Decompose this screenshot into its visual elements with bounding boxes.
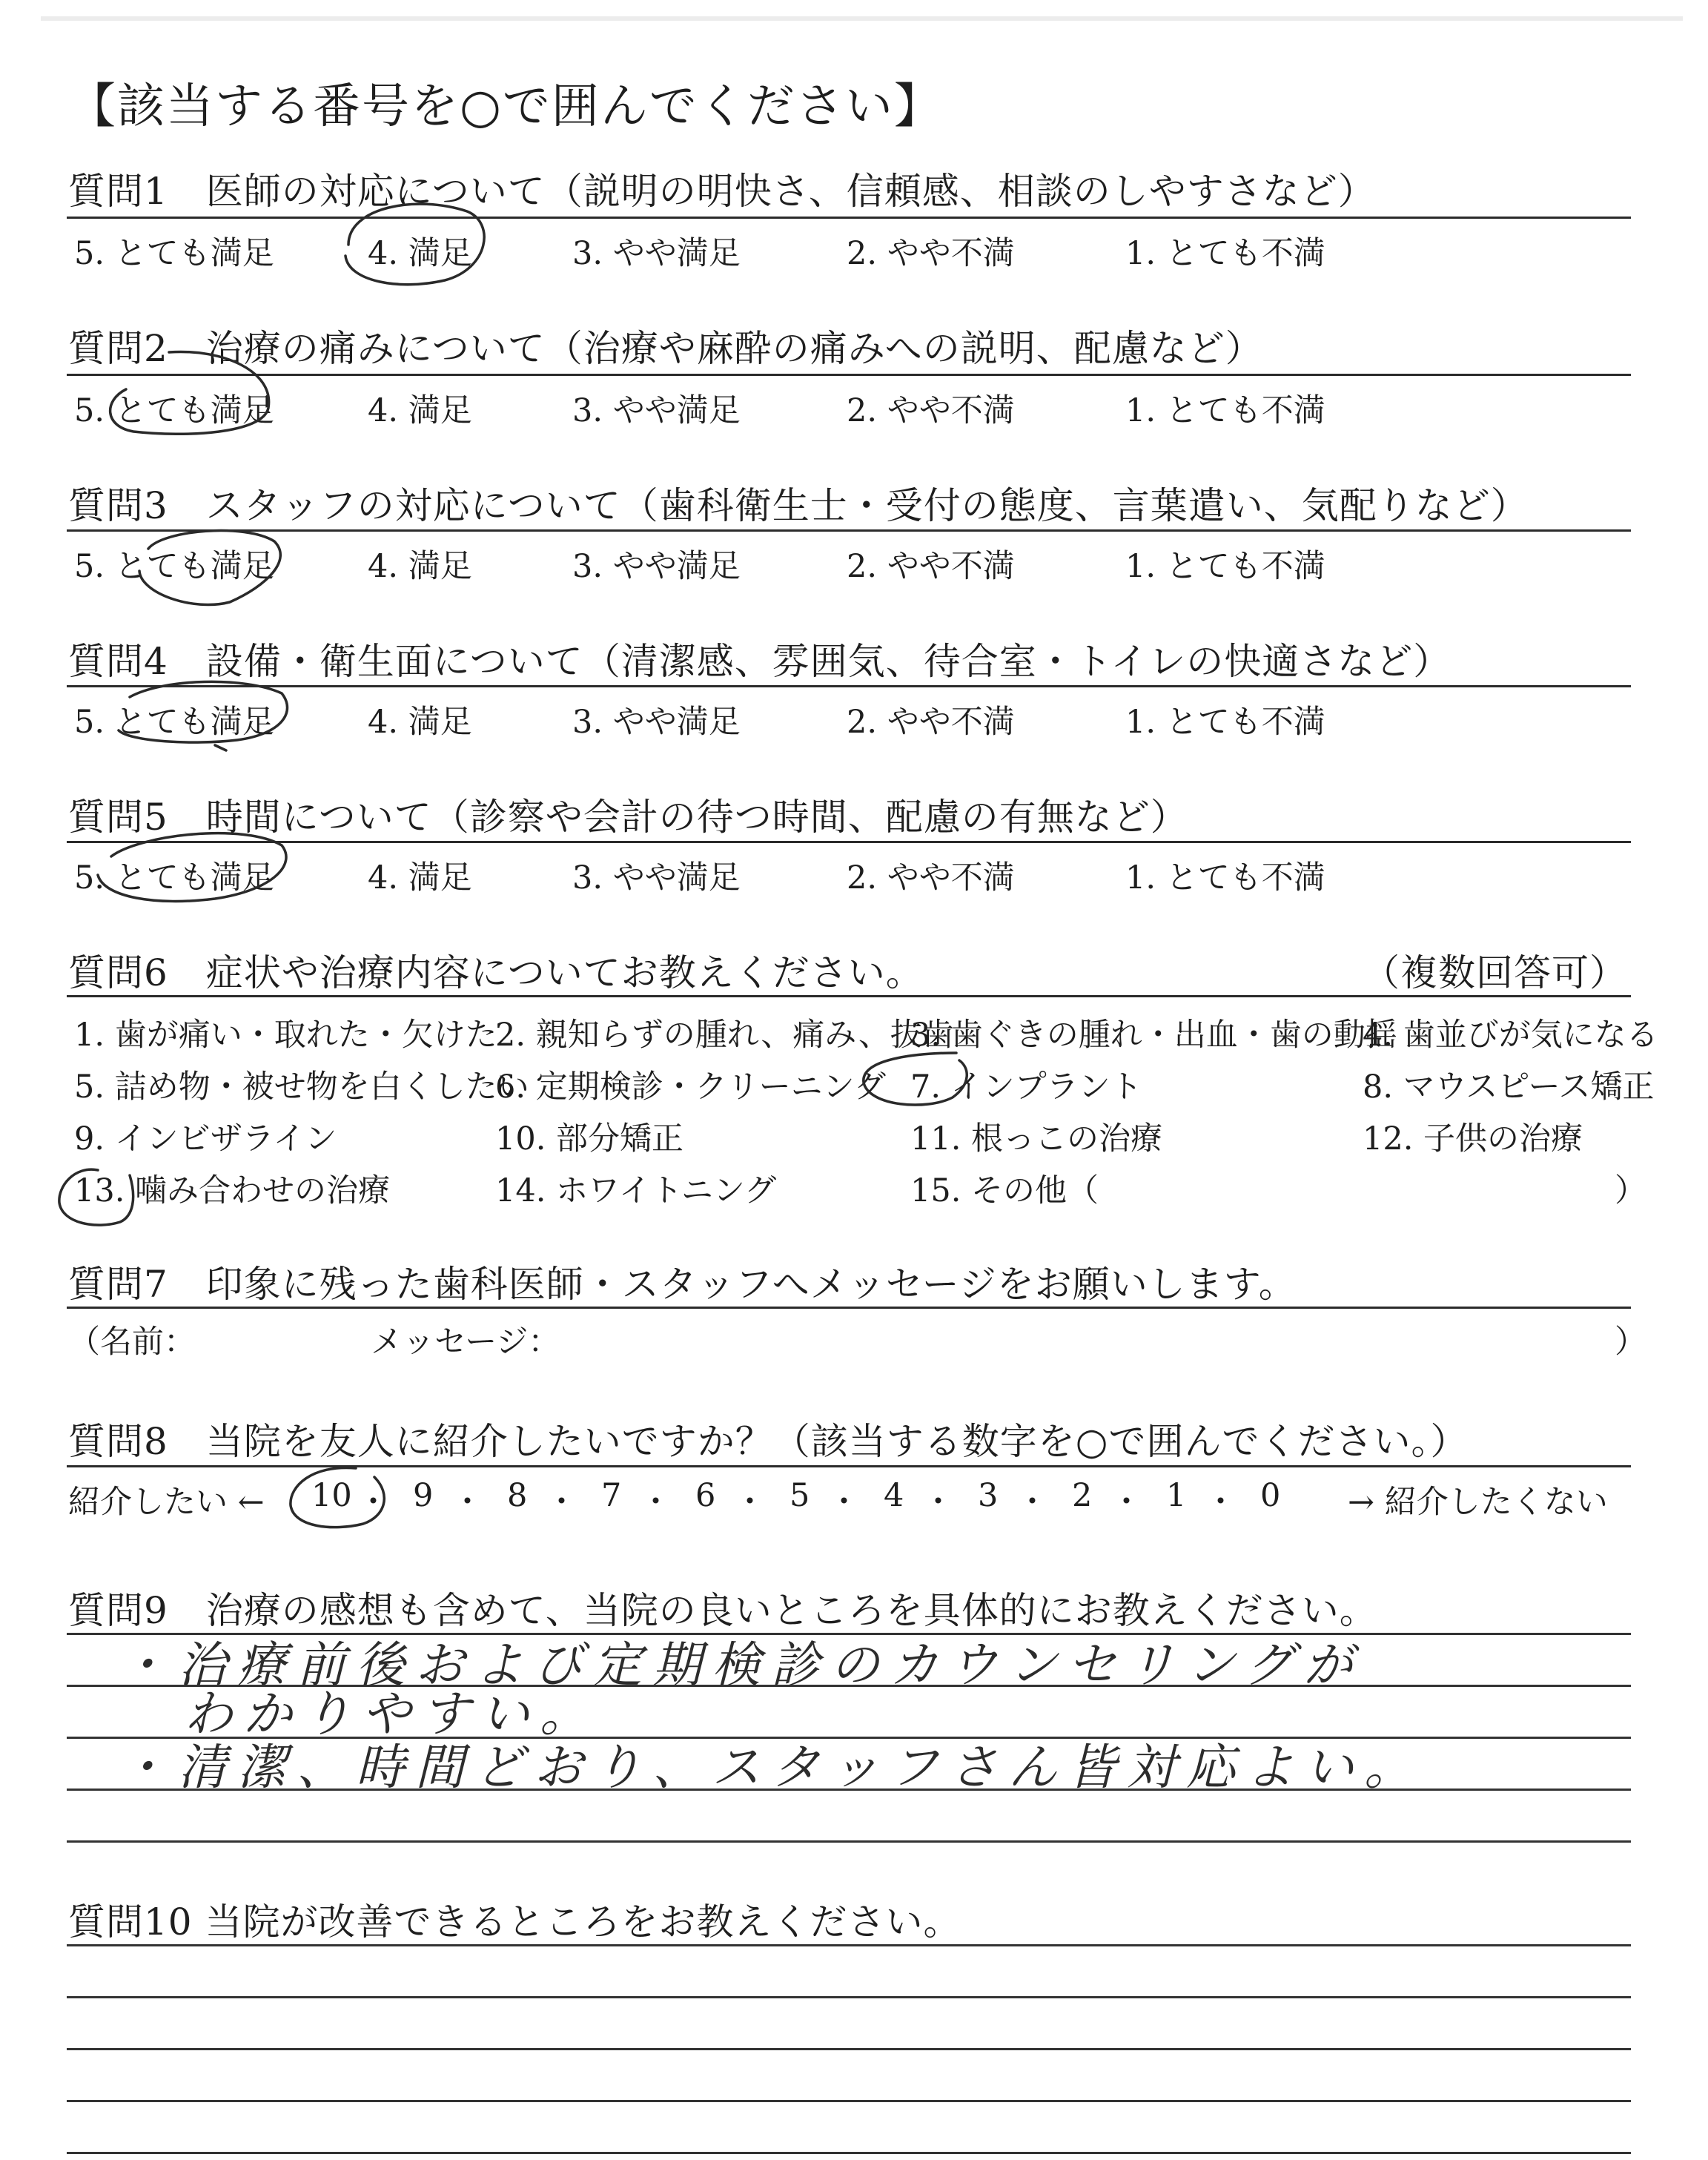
q8-scale-separator: ・ <box>922 1484 954 1521</box>
q3-option-5[interactable]: 5. とても満足 <box>74 548 274 585</box>
q6-option-14[interactable]: 14. ホワイトニング <box>495 1172 777 1209</box>
q6-option-4[interactable]: 4. 歯並びが気になる <box>1363 1017 1658 1054</box>
q1-selection-circle <box>345 204 484 285</box>
q5-option-1[interactable]: 1. とても不満 <box>1125 859 1325 896</box>
q7-message-label: メッセージ： <box>371 1324 560 1361</box>
q4-option-5[interactable]: 5. とても満足 <box>74 704 274 741</box>
q2-option-2[interactable]: 2. やや不満 <box>847 392 1015 429</box>
q6-option-1[interactable]: 1. 歯が痛い・取れた・欠けた <box>74 1017 497 1054</box>
q6-other-close: ） <box>1615 1172 1646 1209</box>
q1-option-3[interactable]: 3. やや満足 <box>572 235 741 272</box>
q5-option-3[interactable]: 3. やや満足 <box>572 859 741 896</box>
q4-option-3[interactable]: 3. やや満足 <box>572 704 741 741</box>
q6-option-9[interactable]: 9. インビザライン <box>74 1120 337 1157</box>
q6-title: 質問6 症状や治療内容についてお教えください。 <box>68 951 924 994</box>
q4-selection-circle <box>119 681 288 750</box>
q6-option-8[interactable]: 8. マウスピース矯正 <box>1363 1069 1655 1106</box>
q6-option-2[interactable]: 2. 親知らずの腫れ、痛み、抜歯 <box>495 1017 954 1054</box>
q5-title: 質問5 時間について（診察や会計の待つ時間、配慮の有無など） <box>68 796 1188 839</box>
q6-option-7[interactable]: 7. インプラント <box>910 1069 1142 1106</box>
q1-option-4[interactable]: 4. 満足 <box>368 235 472 272</box>
q6-option-7-selection-circle <box>864 1053 967 1105</box>
q8-scale-separator: ・ <box>640 1484 672 1521</box>
q3-option-1[interactable]: 1. とても不満 <box>1125 548 1325 585</box>
q8-scale-9[interactable]: 9 <box>413 1477 434 1514</box>
q4-title: 質問4 設備・衛生面について（清潔感、雰囲気、待合室・トイレの快適さなど） <box>68 640 1452 683</box>
q5-option-5[interactable]: 5. とても満足 <box>74 859 274 896</box>
q8-scale-4[interactable]: 4 <box>884 1477 904 1514</box>
q3-option-3[interactable]: 3. やや満足 <box>572 548 741 585</box>
q6-option-13-selection-circle <box>59 1169 133 1225</box>
q8-scale-separator: ・ <box>1110 1484 1142 1521</box>
q6-option-5[interactable]: 5. 詰め物・被せ物を白くしたい <box>74 1069 529 1106</box>
q6-option-15[interactable]: 15. その他（ <box>910 1172 1099 1209</box>
q6-option-12[interactable]: 12. 子供の治療 <box>1363 1120 1583 1157</box>
q8-scale-separator: ・ <box>451 1484 483 1521</box>
q8-scale-10[interactable]: 10 <box>311 1477 352 1514</box>
q6-option-11[interactable]: 11. 根っこの治療 <box>910 1120 1163 1157</box>
q8-scale-8[interactable]: 8 <box>507 1477 528 1514</box>
q8-scale-1[interactable]: 1 <box>1166 1477 1187 1514</box>
q1-option-2[interactable]: 2. やや不満 <box>847 235 1015 272</box>
q9-answer-line-2[interactable]: わかりやすい。 <box>184 1685 599 1743</box>
q8-scale-5[interactable]: 5 <box>790 1477 810 1514</box>
q8-scale-separator: ・ <box>1205 1484 1237 1521</box>
q8-scale-7[interactable]: 7 <box>601 1477 622 1514</box>
q8-title: 質問8 当院を友人に紹介したいですか？（該当する数字を○で囲んでください。） <box>68 1420 1469 1463</box>
q8-scale-3[interactable]: 3 <box>978 1477 999 1514</box>
q9-answer-line-1[interactable]: ・治療前後および定期検診のカウンセリングが <box>119 1636 1363 1694</box>
q5-option-2[interactable]: 2. やや不満 <box>847 859 1015 896</box>
q8-right-label: → 紹介したくない <box>1348 1484 1608 1521</box>
q8-scale-0[interactable]: 0 <box>1260 1477 1281 1514</box>
q3-option-4[interactable]: 4. 満足 <box>368 548 472 585</box>
q3-selection-circle <box>139 531 280 605</box>
q6-option-10[interactable]: 10. 部分矯正 <box>495 1120 684 1157</box>
q8-scale-2[interactable]: 2 <box>1072 1477 1093 1514</box>
q4-option-1[interactable]: 1. とても不満 <box>1125 704 1325 741</box>
q9-title: 質問9 治療の感想も含めて、当院の良いところを具体的にお教えください。 <box>68 1589 1377 1632</box>
q3-option-2[interactable]: 2. やや不満 <box>847 548 1015 585</box>
q7-close-paren: ） <box>1615 1324 1646 1361</box>
q7-title: 質問7 印象に残った歯科医師・スタッフへメッセージをお願いします。 <box>68 1263 1297 1306</box>
q8-left-label: 紹介したい ← <box>68 1484 265 1521</box>
q8-scale-separator: ・ <box>357 1484 389 1521</box>
q2-selection-circle <box>110 351 269 434</box>
q6-option-13[interactable]: 13. 噛み合わせの治療 <box>74 1172 391 1209</box>
q2-option-1[interactable]: 1. とても不満 <box>1125 392 1325 429</box>
q8-scale-separator: ・ <box>1016 1484 1048 1521</box>
q4-option-4[interactable]: 4. 満足 <box>368 704 472 741</box>
q8-selection-circle <box>291 1467 384 1527</box>
q1-option-5[interactable]: 5. とても満足 <box>74 235 274 272</box>
q6-note: （複数回答可） <box>1363 951 1627 994</box>
q3-title: 質問3 スタッフの対応について（歯科衛生士・受付の態度、言葉遣い、気配りなど） <box>68 484 1529 527</box>
q4-option-2[interactable]: 2. やや不満 <box>847 704 1015 741</box>
q6-option-3[interactable]: 3. 歯ぐきの腫れ・出血・歯の動揺 <box>910 1017 1397 1054</box>
q8-scale-separator: ・ <box>546 1484 577 1521</box>
q2-title: 質問2 治療の痛みについて（治療や麻酔の痛みへの説明、配慮など） <box>68 327 1263 370</box>
q7-name-label: （名前： <box>68 1324 196 1361</box>
q5-option-4[interactable]: 4. 満足 <box>368 859 472 896</box>
form-heading: 【該当する番号を○で囲んでください】 <box>68 79 943 134</box>
q2-option-4[interactable]: 4. 満足 <box>368 392 472 429</box>
q2-option-5[interactable]: 5. とても満足 <box>74 392 274 429</box>
q2-option-3[interactable]: 3. やや満足 <box>572 392 741 429</box>
q1-option-1[interactable]: 1. とても不満 <box>1125 235 1325 272</box>
q10-title: 質問10 当院が改善できるところをお教えください。 <box>68 1900 961 1943</box>
q1-title: 質問1 医師の対応について（説明の明快さ、信頼感、相談のしやすさなど） <box>68 170 1376 213</box>
q6-option-6[interactable]: 6. 定期検診・クリーニング <box>495 1069 886 1106</box>
q9-answer-line-3[interactable]: ・清潔、時間どおり、スタッフさん皆対応よい。 <box>119 1739 1423 1796</box>
q8-scale-separator: ・ <box>734 1484 766 1521</box>
q8-scale-separator: ・ <box>828 1484 860 1521</box>
q8-scale-6[interactable]: 6 <box>695 1477 716 1514</box>
q5-selection-circle <box>98 833 286 902</box>
